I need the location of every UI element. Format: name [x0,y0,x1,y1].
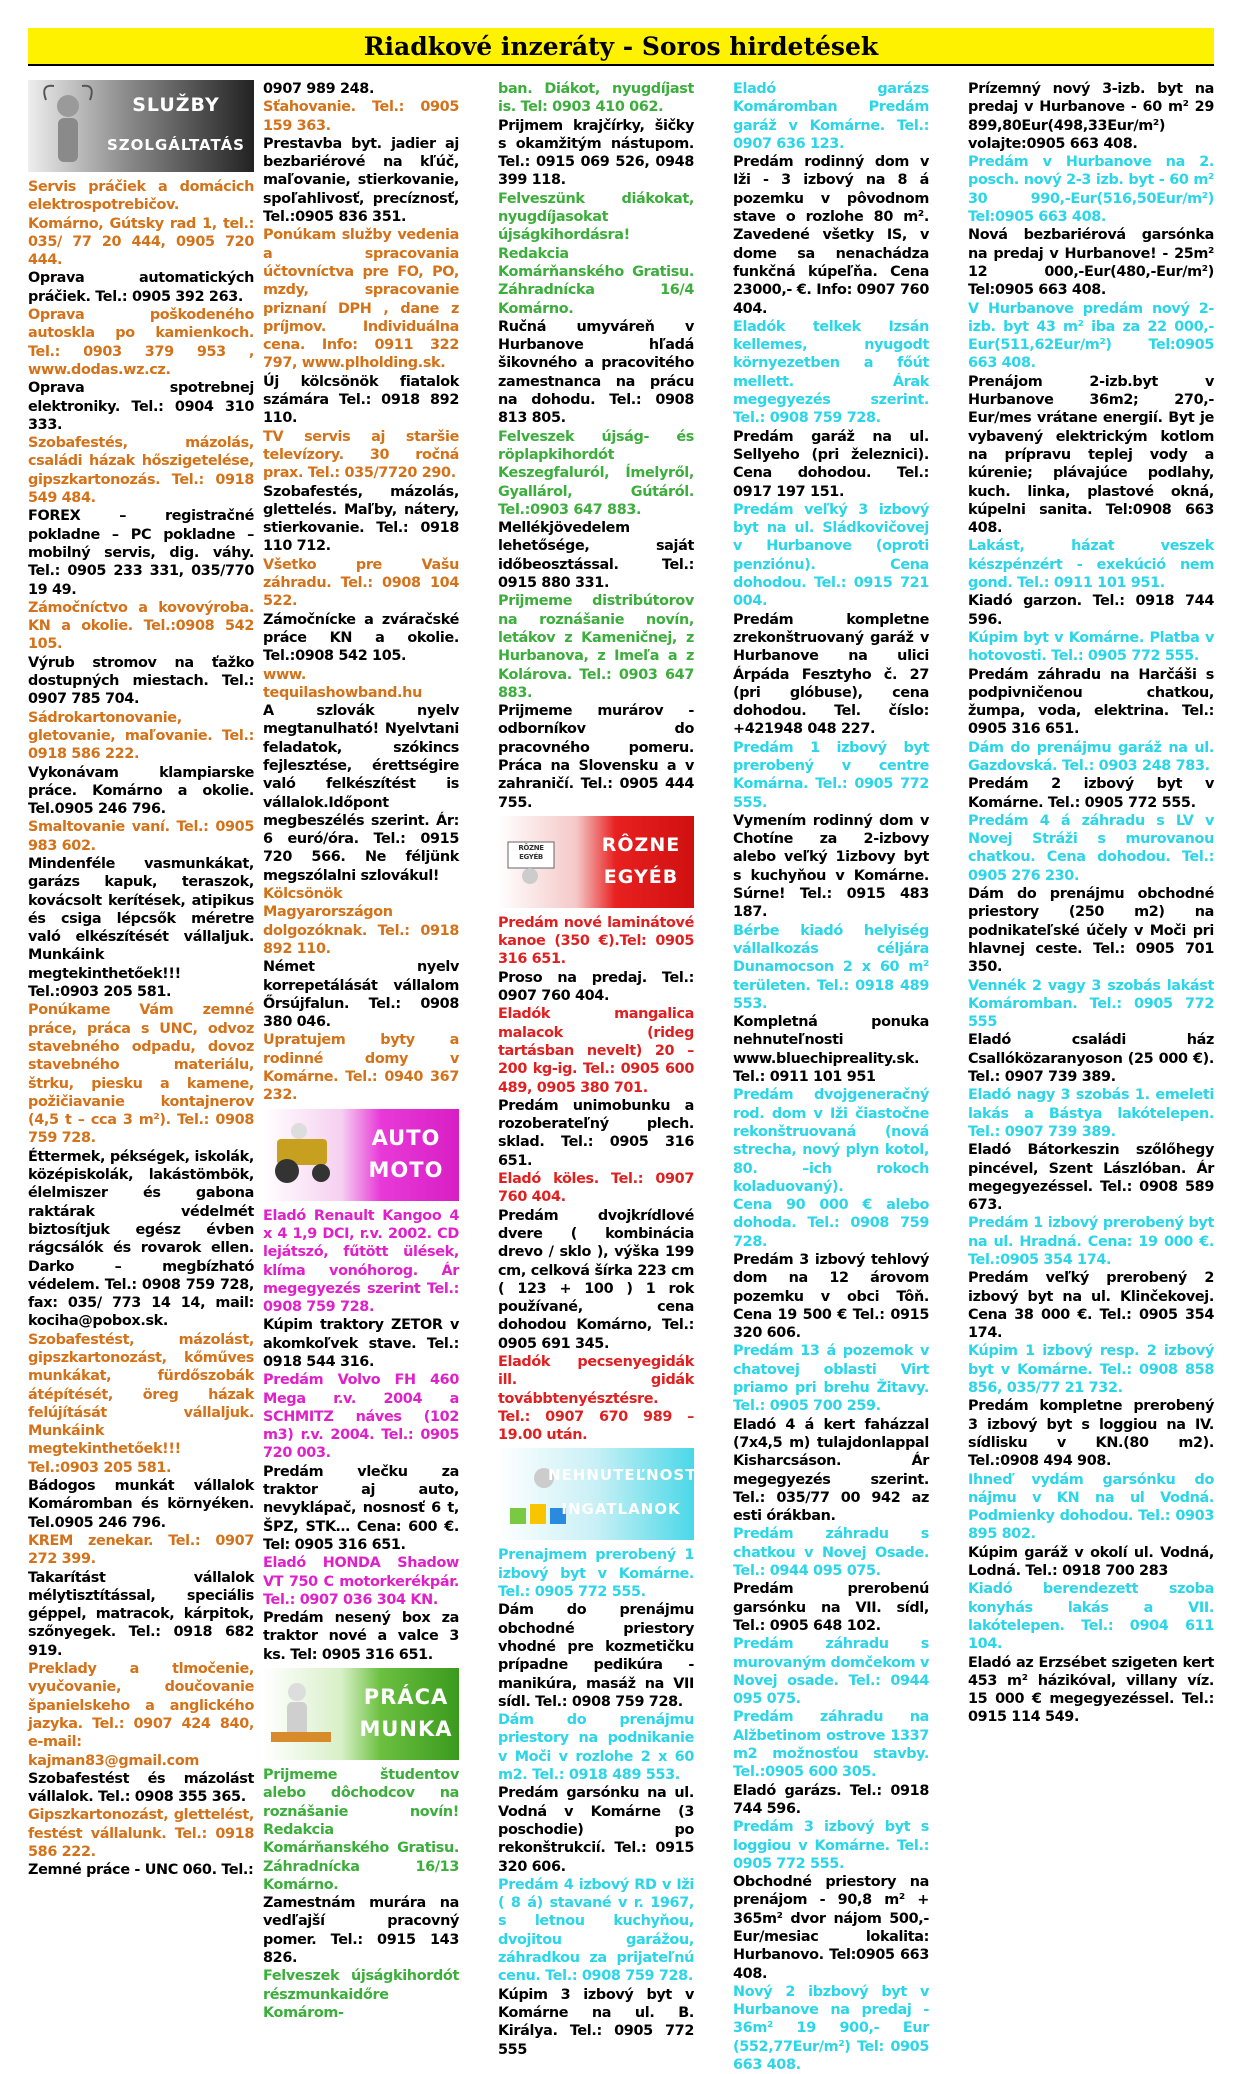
ad-item: Zemné práce - UNC 060. Tel.: [28,1862,254,1879]
ad-item: Predám garsónku na ul. Vodná v Komárne (3 poschodie) po rekonštrukcií. Tel.: 0915 320 606. [498,1785,694,1875]
ad-item: Vennék 2 vagy 3 szobás lakást Komáromban. Tel.: 0905 772 555 [968,977,1214,1031]
column-2 [263,80,459,2021]
column-3 [498,80,704,2058]
ad-item: Predám 3 izbový byt s loggiou v Komárne. Tel.: 0905 772 555. [733,1819,929,1872]
ad-item: Predám záhradu na Alžbetinom ostrove 1337 m2 možnosťou stavby. Tel.:0905 600 305. [733,1709,929,1781]
ad-item: Szobafestés, mázolás, családi házak hőszigetelése, gipszkartonozás. Tel.: 0918 549 484. [28,435,254,507]
ad-item: Predám záhradu s chatkou v Novej Osade. Tel.: 0944 095 075. [733,1526,929,1580]
ad-item: Szobafestést, mázolást, gipszkartonozást, kőműves munkákat, fürdőszobák átépítését, öreg házak felújítását vállaljuk. Munkáink megtekinthetőek!!! Tel.:0903 205 581. [28,1331,254,1476]
ads-list [968,80,1214,1727]
ad-item: Takarítást vállalok mélytisztítással, speciális géppel, matracok, kárpitok, szőnyegek. Tel.: 0918 682 919. [28,1569,254,1659]
ad-item: Prízemný nový 3-izb. byt na predaj v Hurbanove - 60 m² 29 899,80Eur(498,33Eur/m²) volajte:0905 663 408. [968,81,1214,152]
ads-list [28,178,254,1880]
ad-item: Eladó HONDA Shadow VT 750 C motorkerékpár. Tel.: 0907 036 304 KN. [263,1555,459,1608]
ads-list [263,80,459,1105]
ad-item: Ponúkame Vám zemné práce, práca s UNC, odvoz stavebného odpadu, dovoz stavebného materiálu, štrku, piesku a kamene, požičiavanie kontajnerov (4,5 t – cca 3 m²). Tel.: 0908 759 728. [28,1002,254,1147]
ad-item: Kúpim 3 izbový byt v Komárne na ul. B. Királya. Tel.: 0905 772 555 [498,1986,694,2058]
ad-item: Felveszek újság- és röplapkihordót Keszegfaluról, Ímelyről, Gyallárol, Gútáról. Tel.:0903 647 883. [498,428,694,518]
praca-label-sk: PRÁCA [363,1685,449,1710]
praca-label-hu: MUNKA [359,1717,453,1742]
ad-item: Predám garáž na ul. Sellyeho (pri železnici). Cena dohodou. Tel.: 0917 197 151. [733,428,929,500]
ad-item: Eladó nagy 3 szobás 1. emeleti lakás a Bástya lakótelepen. Tel.: 0907 739 389. [968,1087,1214,1140]
ad-item: Eladó garázs. Tel.: 0918 744 596. [733,1782,929,1817]
ad-item: Zamestnám murára na vedľajší pracovný pomer. Tel.: 0915 143 826. [263,1895,459,1967]
ads-list [263,1766,459,2022]
ad-item: Szobafestést és mázolást vállalok. Tel.: 0908 355 365. [28,1770,254,1806]
ad-item: Kúpim traktory ZETOR v akomkoľvek stave. Tel.: 0918 544 316. [263,1317,459,1370]
ad-item: 0907 989 248. [263,81,375,97]
column-1 [28,80,254,1879]
ad-item: Bádogos munkát vállalok Komáromban és környéken. Tel.0905 246 796. [28,1478,254,1531]
ad-item: Szobafestés, mázolás, glettelés. Maľby, nátery, stierkovanie. Tel.: 0918 110 712. [263,483,459,555]
section-header-nehnutelnosti [498,1448,704,1540]
ad-item: Eladók pecsenyegidák ill. gidák továbbtenyésztésre. Tel.: 0907 670 989 – 19.00 után. [498,1354,694,1444]
ad-item: Zámočnícke a zváračské práce KN a okolie. Tel.:0908 542 105. [263,611,459,665]
ad-item: Dám do prenájmu obchodné priestory (250 m2) na podnikateľské účely v Moči pri hlavnej ceste. Tel.: 0905 701 350. [968,886,1214,976]
ad-item: Predám 13 á pozemok v chatovej oblasti Virt priamo pri brehu Žitavy. Tel.: 0905 700 259. [733,1343,929,1415]
ad-item: Eladó 4 á kert faházzal (7x4,5 m) tulajdonlappal Kisharcsáson. Ár megegyezés szerint. Tel.: 035/77 00 942 az esti órákban. [733,1416,929,1525]
ad-item: Kiadó berendezett szoba konyhás lakás a VII. lakótelepen. Tel.: 0904 611 104. [968,1581,1214,1653]
ad-item: Prijmeme murárov - odborníkov do pracovného pomeru. Práca na Slovensku a v zahraničí. Tel.: 0905 444 755. [498,703,694,811]
ad-item: Upratujem byty a rodinné domy v Komárne. Tel.: 0940 367 232. [263,1032,459,1104]
ad-item: Eladók telkek Izsán kellemes, nyugodt környezetben a főút mellett. Árak megegyezés szerint. Tel.: 0908 759 728. [733,318,929,427]
ad-item: Eladó köles. Tel.: 0907 760 404. [498,1171,694,1206]
section-header-sluzby [28,80,254,172]
rozne-label-hu: EGYÉB [603,865,679,888]
ad-item: Prijmeme distribútorov na roznášanie novín, letákov z Kameničnej, z Hurbanova, z Imeľa a z Kolárova. Tel.: 0903 647 883. [498,593,694,701]
ad-item: Eladó az Erzsébet szigeten kert 453 m² házikóval, villany víz. 15 000 € megegyezéssel. Tel.: 0915 114 549. [968,1654,1214,1726]
ad-item: Cena 90 000 € alebo dohoda. Tel.: 0908 759 728. [733,1197,929,1250]
ad-item: Eladó Renault Kangoo 4 x 4 1,9 DCI, r.v. 2002. CD lejátszó, fűtött ülések, klíma vonóhorog. Ár megegyezés szerint Tel.: 0908 759 728. [263,1207,459,1316]
ad-item: Predám kompletne zrekonštruovaný garáž v Hurbanove na ulici Árpáda Fesztyho č. 27 (pri glóbuse), cena dohodou. Tel. číslo: +421948 048 227. [733,611,929,738]
ad-item: Predám 1 izbový prerobený byt na ul. Hradná. Cena: 19 000 €. Tel.:0905 354 174. [968,1215,1214,1268]
section-header-rozne [498,816,694,908]
sluzby-label-hu: SZOLGÁLTATÁS [107,136,245,154]
ad-item: Predám veľký prerobený 2 izbový byt na ul. Klinčekovej. Cena 38 000 €. Tel.: 0905 354 174. [968,1270,1214,1342]
ad-item: Predám 3 izbový tehlový dom na 12 árovom pozemku v obci Tôň. Cena 19 500 € Tel.: 0915 320 606. [733,1252,929,1342]
ad-item: Predám v Hurbanove na 2. posch. nový 2-3 izb. byt - 60 m² 30 990,-Eur(516,50Eur/m²) Tel:0905 663 408. [968,154,1214,226]
ad-item: Predám dvojkrídlové dvere ( kombinácia drevo / sklo ), výška 199 cm, celková šírka 223 cm ( 123 + 100 ) 1 rok používané, cena dohodou Komárno, Tel.: 0905 691 345. [498,1207,694,1352]
ad-item: Predám 4 izbový RD v Iži ( 8 á) stavané v r. 1967, s letnou kuchyňou, dvojitou garážou, záhradkou za prijateľnú cenu. Tel.: 0908 759 728. [498,1876,694,1985]
ad-item: Felveszek újságkihordót részmunkaidőre Komárom- [263,1968,459,2021]
section-header-praca [263,1668,459,1760]
ad-item: Preklady a tlmočenie, vyučovanie, doučovanie španielskeho a anglického jazyka. Tel.: 0907 424 840, e-mail: kajman83@gmail.com [28,1661,254,1769]
ad-item: Nový 2 ibzbový byt v Hurbanove na predaj - 36m² 19 900,- Eur (552,77Eur/m²) Tel: 0905 663 408. [733,1983,929,2074]
ad-item: Dám do prenájmu priestory na podnikanie v Moči v rozlohe 2 x 60 m2. Tel.: 0918 489 553. [498,1712,694,1784]
page-title-bar [28,28,1214,66]
ad-item: Éttermek, pékségek, iskolák, középiskolák, lakástömbök, élelmiszer és gabona raktárak védelmét biztosítjuk egész évben rágcsálók és rovarok ellen. Darko – megbízható védelem. Tel.: 0908 759 728, fax: 035/ 773 14 14, mail: kociha@pobox.sk. [28,1148,254,1330]
ads-list [498,914,694,1445]
ad-item: Zámočníctvo a kovovýroba. KN a okolie. Tel.:0908 542 105. [28,599,254,653]
ad-item: Felveszünk diákokat, nyugdíjasokat újságkihordásra! Redakcia Komárňanského Gratisu. Záhradnícka 16/4 Komárno. [498,190,694,317]
ad-item: Proso na predaj. Tel.: 0907 760 404. [498,969,694,1005]
auto-label-sk: AUTO [371,1125,441,1150]
ad-item: Prestavba byt. jadier aj bezbariérové na kľúč, maľovanie, stierkovanie, spoľahlivosť, precíznosť, Tel.:0905 836 351. [263,135,459,226]
ad-item: Bérbe kiadó helyiség vállalkozás céljára Dunamocson 2 x 60 m² területen. Tel.: 0918 489 553. [733,922,929,1012]
ad-item: Predám vlečku za traktor aj auto, nevyklápač, nosnosť 6 t, ŠPZ, STK… Cena: 600 €. Tel: 0905 316 651. [263,1463,459,1553]
ad-item: Oprava automatických práčiek. Tel.: 0905 392 263. [28,270,254,305]
ad-item: Prijmem krajčírky, šičky s okamžitým nástupom. Tel.: 0915 069 526, 0948 399 118. [498,117,694,189]
ad-item: Gipszkartonozást, glettelést, festést vállalunk. Tel.: 0918 586 222. [28,1807,254,1861]
ad-item: Mindenféle vasmunkákat, garázs kapuk, teraszok, kovácsolt kerítések, atipikus és csiga lépcsők méretre való elkészítését vállaljuk. Munkáink megtekinthetőek!!! Tel.:0903 205 581. [28,855,254,1001]
ad-item: Sťahovanie. Tel.: 0905 159 363. [263,99,459,134]
ad-item: Kiadó garzon. Tel.: 0918 744 596. [968,593,1214,628]
ad-item: Német nyelv korrepetálását vállalom Őrsújfalun. Tel.: 0908 380 046. [263,959,459,1031]
ad-item: Eladó Bátorkeszin szőlőhegy pincével, Szent Lászlóban. Ár megegyezéssel. Tel.: 0908 589 673. [968,1142,1214,1214]
sluzby-label-sk: SLUŽBY [132,94,220,116]
ads-list [498,80,694,812]
section-header-auto [263,1109,459,1201]
ad-item: Kúpim byt v Komárne. Platba v hotovosti. Tel.: 0905 772 555. [968,629,1214,665]
ad-item: A szlovák nyelv megtanulható! Nyelvtani feladatok, szókincs fejlesztése, érettségire való felkészítést is vállalok.Időpont megbeszélés szerint. Ár: 6 euró/óra. Tel.: 0915 720 566. Ne féljünk megszólalni szlovákul! [263,703,459,884]
nehnutelnosti-label-sk: NEHNUTEĽNOSTI [548,1466,704,1485]
ad-item: KREM zenekar. Tel.: 0907 272 399. [28,1532,254,1568]
ad-item: Dám do prenájmu obchodné priestory vhodné pre kozmetičku prípadne pedikúra - manikúra, masáž na VII sídl. Tel.: 0908 759 728. [498,1602,694,1710]
ad-item: Ihneď vydám garsónku do nájmu v KN na ul Vodná. Podmienky dohodou. Tel.: 0903 895 802. [968,1471,1214,1543]
ad-item: Prijmeme študentov alebo dôchodcov na roznášanie novín! Redakcia Komárňanského Gratisu. Záhradnícka 16/13 Komárno. [263,1767,459,1893]
ad-item: Új kölcsönök fiatalok számára Tel.: 0918 892 110. [263,373,459,427]
ad-item: Servis práčiek a domácich elektrospotrebičov. Komárno, Gútsky rad 1, tel.: 035/ 77 20 444, 0905 720 444. [28,179,254,269]
ad-item: Predám rodinný dom v Iži - 3 izbový na 8 á pozemku v pôvodnom stave o rozlohe 80 m². Zavedené všetky IS, v dome sa nenachádza funkčná kúpeľňa. Cena 23000,- €. Info: 0907 760 404. [733,154,929,317]
ad-item: Predám dvojgeneračný rod. dom v Iži čiastočne rekonštruovaná (nová strecha, nový plyn kotol, 80. –ich rokoch koladuovaný). [733,1087,929,1195]
ad-item: Obchodné priestory na prenájom - 90,8 m² + 365m² dvor nájom 500,-Eur/mesiac lokalita: Hurbanovo. Tel:0905 663 408. [733,1874,929,1982]
ad-item: Kúpim 1 izbový resp. 2 izbový byt v Komárne. Tel.: 0908 858 856, 035/77 21 732. [968,1343,1214,1397]
ads-list [498,1546,694,2058]
ad-item: Predám záhradu s murovaným domčekom v Novej osade. Tel.: 0944 095 075. [733,1636,929,1708]
ad-item: Kompletná ponuka nehnuteľnosti www.bluechipreality.sk. Tel.: 0911 101 951 [733,1014,929,1086]
ad-item: Ručná umyváreň v Hurbanove hľadá šikovného a pracovitého zamestnanca na prácu na dohodu. Tel.: 0908 813 805. [498,318,694,427]
ad-item: V Hurbanove predám nový 2-izb. byt 43 m² iba za 22 000,-Eur(511,62Eur/m²) Tel:0905 663 408. [968,300,1214,372]
ad-item: Kúpim garáž v okolí ul. Vodná, Lodná. Tel.: 0918 700 283 [968,1544,1214,1580]
rozne-sign-text: RÔZNE EGYÉB [518,843,544,861]
ad-item: Predám veľký 3 izbový byt na ul. Sládkovičovej v Hurbanove (oproti penziónu). Cena dohodou. Tel.: 0915 721 004. [733,501,929,610]
ad-item: www. tequilashowband.hu [263,666,422,701]
ad-item: Predám kompletne prerobený 3 izbový byt s loggiou na IV. sídlisku v KN.(80 m2). Tel.:0908 494 908. [968,1398,1214,1470]
ad-item: ban. Diákot, nyugdíjast is. Tel: 0903 410 062. [498,81,694,116]
auto-label-hu: MOTO [368,1157,444,1182]
rozne-label-sk: RÔZNE [601,833,681,856]
ads-list [733,80,929,2074]
ad-item: Predám záhradu na Harčáši s podpivničenou chatkou, žumpa, voda, elektrina. Tel.: 0905 316 651. [968,666,1214,738]
ad-item: Všetko pre Vašu záhradu. Tel.: 0908 104 522. [263,556,459,610]
ad-item: Lakást, házat veszek készpénzért - exekúció nem gond. Tel.: 0911 101 951. [968,538,1214,592]
ad-item: Ponúkam služby vedenia a spracovania účtovníctva pre FO, PO, mzdy, spracovanie priznaní DPH , dane z príjmov. Individuálna cena. Info: 0911 322 797, www.plholding.sk. [263,227,459,372]
ad-item: Oprava spotrebnej elektroniky. Tel.: 0904 310 333. [28,380,254,433]
ad-item: Predám unimobunku a rozoberateľný plech. sklad. Tel.: 0905 316 651. [498,1097,694,1169]
ad-item: Predám Volvo FH 460 Mega r.v. 2004 a SCHMITZ náves (102 m3) r.v. 2004. Tel.: 0905 720 003. [263,1372,459,1462]
ad-item: Predám 4 á záhradu s LV v Novej Stráži s murovanou chatkou. Cena dohodou. Tel.: 0905 276 230. [968,812,1214,884]
ad-item: Predám nové laminátové kanoe (350 €).Tel: 0905 316 651. [498,914,694,968]
column-4 [733,80,929,2074]
ad-item: Mellékjövedelem lehetősége, saját időbeosztással. Tel.: 0915 880 331. [498,520,694,592]
ad-item: Eladó családi ház Csallóközaranyoson (25 000 €). Tel.: 0907 739 389. [968,1032,1214,1086]
ad-item: Dám do prenájmu garáž na ul. Gazdovská. Tel.: 0903 248 783. [968,739,1214,774]
ad-item: Eladók mangalica malacok (rideg tartásban nevelt) 20 – 200 kg-ig. Tel.: 0905 600 489, 0905 380 701. [498,1006,694,1096]
column-5 [968,80,1214,1730]
ad-item: Sádrokartonovanie, gletovanie, maľovanie. Tel.: 0918 586 222. [28,709,254,763]
ad-item: Vymením rodinný dom v Chotíne za 2-izbovy alebo veľký 1izbovy byt s kuchyňou v Komárne. Súrne! Tel.: 0915 483 187. [733,812,929,921]
nehnutelnosti-label-hu: INGATLANOK [561,1500,681,1519]
ad-item: Predám prerobenú garsónku na VII. sídl, Tel.: 0905 648 102. [733,1581,929,1634]
ad-item: Nová bezbariérová garsónka na predaj v Hurbanove! - 25m² 12 000,-Eur(480,-Eur/m²) Tel:0905 663 408. [968,227,1214,299]
ad-item: TV servis aj staršie televízory. 30 ročná prax. Tel.: 035/7720 290. [263,428,459,482]
ad-item: Prenajmem prerobený 1 izbový byt v Komárne. Tel.: 0905 772 555. [498,1547,694,1601]
ad-item: Prenájom 2-izb.byt v Hurbanove 36m2; 270,-Eur/mes vrátane energií. Byt je vybavený elektrickým kotlom na prípravu teplej vody a kúrenie; plávajúce podlahy, kuch. linka, plastové okná, kúpelni sanita. Tel:0908 663 408. [968,373,1214,537]
ads-list [263,1207,459,1664]
ad-item: Eladó garázs Komáromban Predám garáž v Komárne. Tel.: 0907 636 123. [733,81,929,152]
ad-item: Kölcsönök Magyarországon dolgozóknak. Tel.: 0918 892 110. [263,886,459,957]
ad-item: Predám nesený box za traktor nové a valce 3 ks. Tel: 0905 316 651. [263,1610,459,1663]
ad-item: Predám 1 izbový byt prerobený v centre Komárna. Tel.: 0905 772 555. [733,739,929,811]
ad-item: Predám 2 izbový byt v Komárne. Tel.: 0905 772 555. [968,776,1214,811]
ad-item: Výrub stromov na ťažko dostupných miestach. Tel.: 0907 785 704. [28,654,254,708]
ad-item: FOREX – registračné pokladne – PC pokladne – mobilný servis, dig. váhy. Tel.: 0905 233 331, 035/770 19 49. [28,508,254,598]
ad-item: Smaltovanie vaní. Tel.: 0905 983 602. [28,819,254,854]
ad-item: Vykonávam klampiarske práce. Komárno a okolie. Tel.0905 246 796. [28,764,254,818]
ad-item: Oprava poškodeného autoskla po kamienkoch. Tel.: 0903 379 953 , www.dodas.wz.cz. [28,307,254,378]
page-title: Riadkové inzeráty - Soros hirdetések [363,31,879,61]
